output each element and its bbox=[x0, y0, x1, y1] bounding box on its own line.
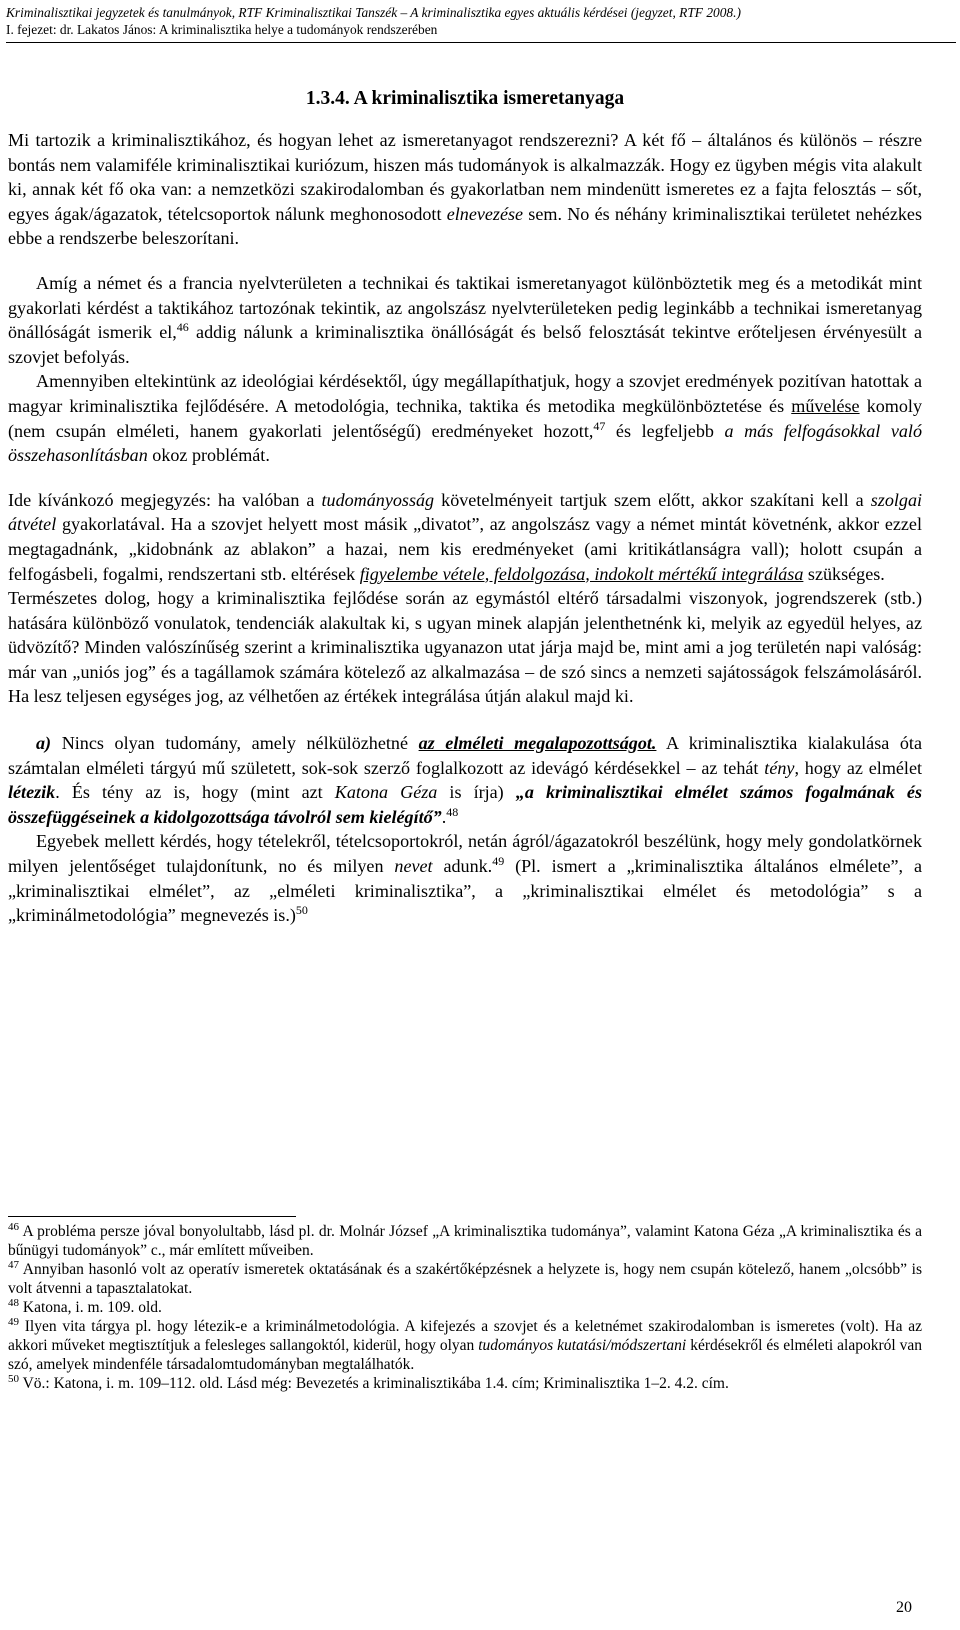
footnote-47: $^{47}$ Annyiban hasonló volt az operatív ismeretek oktatásának és a szakértőképzésnek a helyzete is, hogy nem csupán kötelező, hanem „olcsóbb” is volt átvenni a tapasztalatokat. bbox=[8, 1258, 922, 1297]
footnote-46: $^{46}$ A probléma persze jóval bonyolultabb, lásd pl. dr. Molnár József „A kriminalisztika tudománya”, valamint Katona Géza „A kriminalisztika és a bűnügyi tudományok” c., már említett műveiben. bbox=[8, 1220, 922, 1259]
footnote-ref-48[interactable]: 48 bbox=[446, 804, 459, 819]
page-number: 20 bbox=[896, 1599, 912, 1616]
item-label-a: a) bbox=[36, 733, 52, 754]
header-rule bbox=[6, 42, 956, 43]
header-line-1: Kriminalisztikai jegyzetek és tanulmányok, RTF Kriminalisztikai Tanszék – A kriminalisztika egyes aktuális kérdései (jegyzet, RTF 2008.) bbox=[6, 5, 741, 20]
footnote-ref-50[interactable]: 50 bbox=[295, 903, 308, 918]
paragraph-1: Mi tartozik a kriminalisztikához, és hogyan lehet az ismeretanyagot rendszerezni? A két fő – általános és különös – részre bontás nem valamiféle kriminalisztikai kuriózum, hiszen más tudományok is alkalmazzák. Hogy ez ügyben mégis vita alakult ki, annak két fő oka van: a nemzetközi szakirodalomban és gyakorlatban nem mindenütt ismeretes ez a fajta felosztás – sőt, egyes ágak/ágazatok, tételcsoportok nálunk meghonosodott elnevezése sem. No és néhány kriminalisztikai területet nehézkes ebbe a rendszerbe beleszorítani. bbox=[8, 130, 922, 249]
footnote-48: $^{48}$ Katona, i. m. 109. old. bbox=[8, 1296, 162, 1316]
footnote-ref-46[interactable]: 46 bbox=[176, 320, 189, 335]
footnote-49: $^{49}$ Ilyen vita tárgya pl. hogy létezik-e a kriminálmetodológia. A kifejezés a szovjet és a keletnémet szakirodalomban is ismeretes (volt). Ha az akkori műveket megtisztítjuk a felesleges sallangoktól, kiderül, hogy olyan tudományos kutatási/módszertani kérdésekről és elméleti alapokról van szó, amelyek mindenféle társadalomtudományban megtalálhatók. bbox=[8, 1315, 922, 1373]
footnote-ref-49[interactable]: 49 bbox=[492, 854, 505, 868]
paragraph-2: Amíg a német és a francia nyelvterületen a technikai és taktikai ismeretanyagot különböztetik meg és a metodikát mint gyakorlati kérdést a taktikához tartozónak tekintik, az angolszász nyelvterületeken pedig leginkább a technikai ismeretanyag önállóságát ismerik el,$^{46}$ addig nálunk a kriminalisztika önállóságát és belső felosztását tekintve erőteljesen érvényesült a szovjet befolyás. bbox=[8, 272, 922, 367]
running-header bbox=[6, 4, 956, 38]
footnote-50: $^{50}$ Vö.: Katona, i. m. 109–112. old. Lásd még: Bevezetés a kriminalisztikába 1.4. cím; Kriminalisztika 1–2. 4.2. cím. bbox=[8, 1372, 729, 1392]
paragraph-5: Természetes dolog, hogy a kriminalisztika fejlődése során az egymástól eltérő társadalmi viszonyok, jogrendszerek (stb.) hatására különböző vonulatok, tendenciák alakultak ki, s ugyan minek alapján jelenthetnénk ki, melyik az egyedül helyes, az üdvözítő? Minden valószínűség szerint a kriminalisztika ugyanazon utat járja majd be, mint ami a jog területén napi valóság: már van „uniós jog” és a tagállamok számára kötelező az alkalmazása – de szó sincs a nemzeti sajátosságok felszámolásáról. Ha lesz teljesen egységes jog, az vélhetően az értékek integrálása útján alakul majd ki. bbox=[8, 588, 922, 707]
footnote-separator bbox=[8, 1216, 296, 1217]
paragraph-7: Egyebek mellett kérdés, hogy tételekről, tételcsoportokról, netán ágról/ágazatokról beszélünk, hogy mely gondolatkörnek milyen jelentőséget tulajdonítunk, no és milyen nevet adunk.$^{49}$ (Pl. ismert a „kriminalisztika általános elmélete”, a „kriminalisztikai elmélet”, az „elméleti kriminalisztika”, a „kriminalisztikai elmélet és metodológia” s a „kriminálmetodológia” megnevezés is.)$^{50}$ bbox=[8, 831, 922, 926]
section-title: 1.3.4. A kriminalisztika ismeretanyaga bbox=[305, 88, 625, 109]
paragraph-4: Ide kívánkozó megjegyzés: ha valóban a tudományosság követelményeit tartjuk szem előtt, akkor szakítani kell a szolgai átvétel gyakorlatával. Ha a szovjet helyett most másik „divatot”, az angolszász vagy a német mintát követnénk, akkor ezzel megtagadnánk, „kidobnánk az ablakon” a hazai, nem kis eredményeket (ami kritikátlanságra vall); holott csupán a felfogásbeli, fogalmi, rendszertani stb. eltérések figyelembe vétele, feldolgozása, indokolt mértékű integrálása szükséges. bbox=[8, 489, 923, 584]
paragraph-6: a) Nincs olyan tudomány, amely nélkülözhetné az elméleti megalapozottságot. A kriminalisztika kialakulása óta számtalan elméleti tárgyú mű született, sok-sok szerző foglalkozott az idevágó kérdésekkel – az tehát tény, hogy az elmélet létezik. És tény az is, hogy (mint azt Katona Géza is írja) „a kriminalisztikai elmélet számos fogalmának és összefüggéseinek a kidolgozottsága távolról sem kielégítő”.$^{48}$ bbox=[8, 733, 923, 827]
header-line-2: I. fejezet: dr. Lakatos János: A kriminalisztika helye a tudományok rendszerében bbox=[6, 22, 438, 37]
main-content bbox=[8, 86, 922, 928]
paragraph-3: Amennyiben eltekintünk az ideológiai kérdésektől, úgy megállapíthatjuk, hogy a szovjet eredmények pozitívan hatottak a magyar kriminalisztika fejlődésére. A metodológia, technika, taktika és metodika megkülönböztetése és művelése komoly (nem csupán elméleti, hanem gyakorlati jelentőségű) eredményeket hozott,$^{47}$ és legfeljebb a más felfogásokkal való összehasonlításban okoz problémát. bbox=[8, 371, 923, 466]
footnotes bbox=[8, 1222, 922, 1393]
footnote-ref-47[interactable]: 47 bbox=[593, 418, 606, 433]
